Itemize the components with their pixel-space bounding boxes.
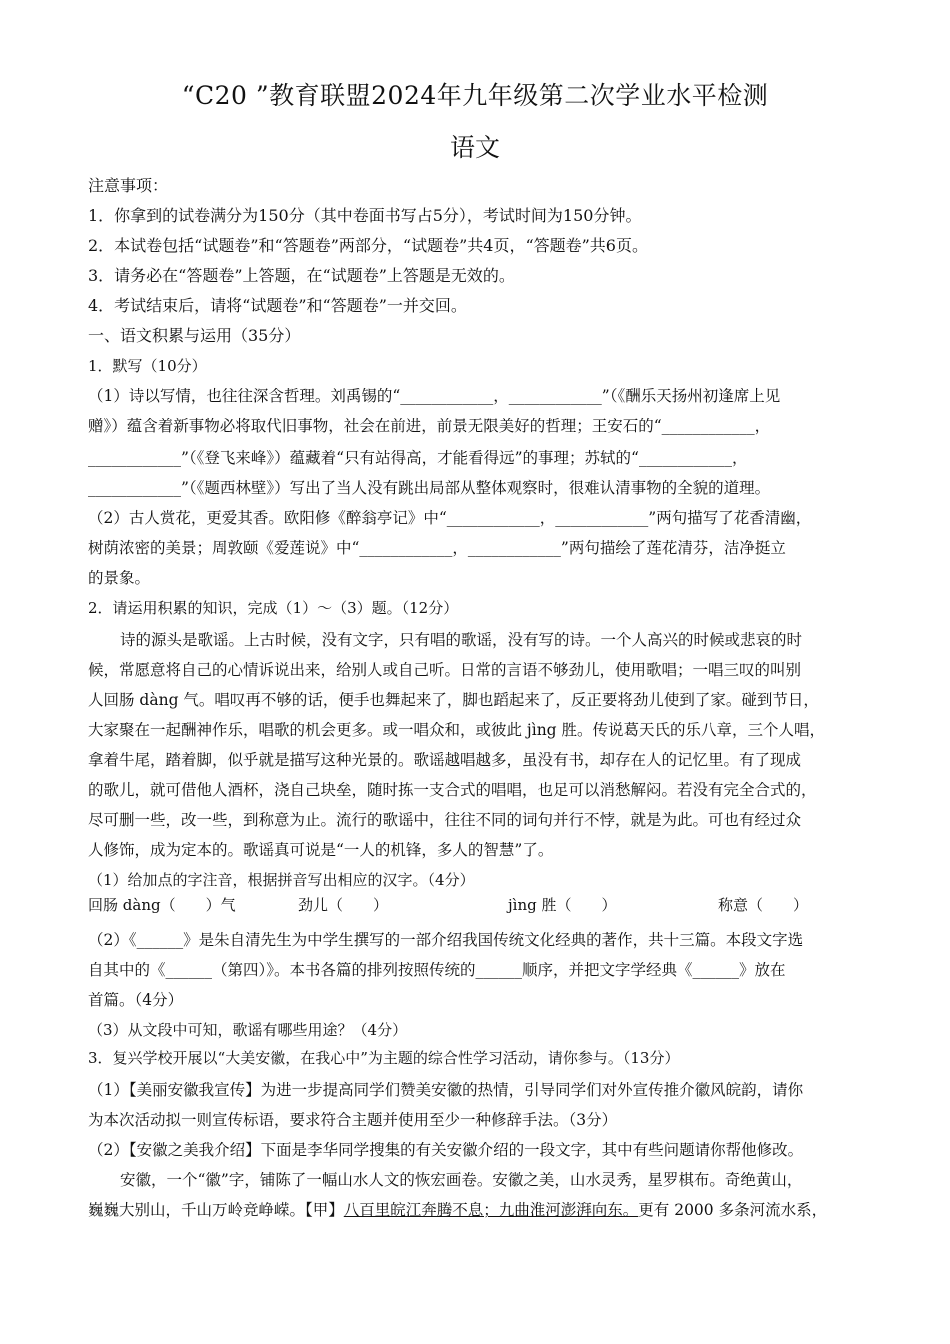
passage-text: 更有 2000 多条河流水系， — [638, 1201, 828, 1219]
notice-item: 3．请务必在“答题卷”上答题，在“试题卷”上答题是无效的。 — [88, 266, 515, 285]
passage-line: 人修饰，成为定本的。歌谣真可说是“一人的机锋，多人的智慧”了。 — [88, 841, 554, 859]
underlined-sentence: 八百里皖江奔腾不息；九曲淮河澎湃向东。 — [343, 1201, 639, 1219]
q1-line: ____________”（《题西林壁》）写出了当人没有跳出局部从整体观察时，很难认清事物的全貌的道理。 — [88, 479, 771, 497]
passage-line: 的歌儿，就可借他人酒杯，浇自己块垒，随时拣一支合式的唱唱，也足可以消愁解闷。若没有完全合式的， — [88, 781, 817, 799]
q1-line: ____________”（《登飞来峰》）蕴藏着“只有站得高，才能看得远”的事理；苏轼的“____________， — [88, 449, 748, 467]
passage-line: 大家聚在一起酬神作乐，唱歌的机会更多。或一唱众和，或彼此 jìng 胜。传说葛天氏的乐八章，三个人唱， — [88, 721, 826, 739]
notice-item: 4．考试结束后，请将“试题卷”和“答题卷”一并交回。 — [88, 296, 467, 315]
passage-line: 诗的源头是歌谣。上古时候，没有文字，只有唱的歌谣，没有写的诗。一个人高兴的时候或悲哀的时 — [120, 631, 803, 649]
q1-line: 树荫浓密的美景；周敦颐《爱莲说》中“____________，____________”两句描绘了莲花清芬，洁净挺立 — [88, 539, 786, 557]
question-heading: 1．默写（10分） — [88, 357, 207, 375]
passage-text: 巍巍大别山，千山万岭竞峥嵘。【甲】 — [88, 1201, 344, 1219]
section-heading: 一、语文积累与运用（35分） — [88, 326, 301, 345]
sub-question: 自其中的《______（第四）》。本书各篇的排列按照传统的______顺序，并把文字学经典《______》放在 — [88, 961, 786, 979]
passage-line — [88, 1200, 878, 1220]
exam-subject: 语文 — [449, 133, 500, 162]
passage-line: 安徽，一个“徽”字，铺陈了一幅山水人文的恢宏画卷。安徽之美，山水灵秀，星罗棋布。奇绝黄山， — [120, 1171, 803, 1189]
notice-heading: 注意事项： — [88, 176, 169, 195]
exam-title: “C20 ”教育联盟2024年九年级第二次学业水平检测 — [181, 81, 769, 110]
passage-line: 拿着牛尾，踏着脚，似乎就是描写这种光景的。歌谣越唱越多，虽没有书，却存在人的记忆里。有了现成 — [88, 751, 802, 769]
pinyin-item: 回肠 dàng（ ）气 — [88, 896, 236, 914]
notice-item: 2．本试卷包括“试题卷”和“答题卷”两部分，“试题卷”共4页，“答题卷”共6页。 — [88, 236, 648, 255]
sub-question: （1）【美丽安徽我宣传】为进一步提高同学们赞美安徽的热情，引导同学们对外宣传推介徽风皖韵，请你 — [88, 1081, 804, 1099]
question-heading: 2．请运用积累的知识，完成（1）～（3）题。（12分） — [88, 599, 459, 617]
passage-line: 尽可删一些，改一些，到称意为止。流行的歌谣中，往往不同的词句并行不悖，就是为此。可也有经过众 — [88, 811, 802, 829]
sub-question: （1）给加点的字注音，根据拼音写出相应的汉字。（4分） — [88, 871, 475, 889]
question-heading: 3．复兴学校开展以“大美安徽，在我心中”为主题的综合性学习活动，请你参与。（13分） — [88, 1049, 680, 1067]
passage-line: 人回肠 dàng 气。唱叹再不够的话，便手也舞起来了，脚也蹈起来了，反正要将劲儿使到了家。碰到节日， — [88, 691, 819, 709]
sub-question: （2）《______》是朱自清先生为中学生撰写的一部介绍我国传统文化经典的著作，共十三篇。本段文字选 — [88, 931, 804, 949]
sub-question: 为本次活动拟一则宣传标语，要求符合主题并使用至少一种修辞手法。（3分） — [88, 1111, 618, 1129]
pinyin-item: 劲儿（ ） — [298, 896, 389, 914]
sub-question: （2）【安徽之美我介绍】下面是李华同学搜集的有关安徽介绍的一段文字，其中有些问题请你帮他修改。 — [88, 1141, 804, 1159]
passage-line: 候，常愿意将自己的心情诉说出来，给别人或自己听。日常的言语不够劲儿，使用歌唱；一唱三叹的叫别 — [88, 661, 802, 679]
q1-line: 赠》）蕴含着新事物必将取代旧事物，社会在前进，前景无限美好的哲理；王安石的“____________， — [88, 417, 771, 435]
sub-question: （3）从文段中可知，歌谣有哪些用途？（4分） — [88, 1021, 408, 1039]
q1-line: （1）诗以写情，也往往深含哲理。刘禹锡的“____________，____________”（《酬乐天扬州初逢席上见 — [88, 387, 781, 405]
notice-item: 1．你拿到的试卷满分为150分（其中卷面书写占5分），考试时间为150分钟。 — [88, 206, 642, 225]
q1-line: 的景象。 — [88, 569, 151, 587]
q1-line: （2）古人赏花，更爱其香。欧阳修《醉翁亭记》中“____________，____________”两句描写了花香清幽， — [88, 509, 812, 527]
sub-question: 首篇。（4分） — [88, 991, 184, 1009]
pinyin-item: 称意（ ） — [718, 896, 809, 914]
pinyin-item: jìng 胜（ ） — [508, 896, 617, 914]
